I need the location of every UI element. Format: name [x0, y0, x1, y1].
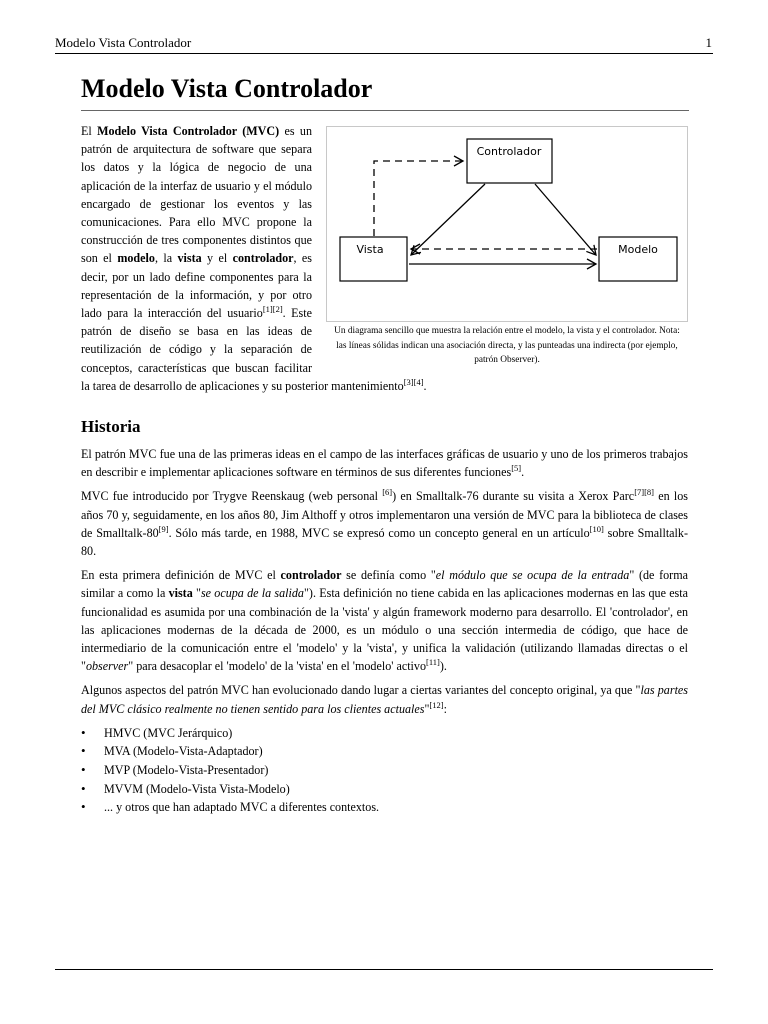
article-title: Modelo Vista Controlador — [81, 74, 373, 103]
list-item: • ... y otros que han adaptado MVC a diferentes contextos. — [81, 798, 688, 817]
list-item: • HMVC (MVC Jerárquico) — [81, 724, 688, 743]
article-body — [81, 122, 688, 817]
page-header — [55, 34, 713, 52]
intro-paragraph: El Modelo Vista Controlador (MVC) es un patrón de arquitectura de software que separa los datos y la lógica de negocio de una aplicación de la interfaz de usuario y el módulo encargado de gestionar los eventos y las comunicaciones. Para ello MVC propone la construcción de tres componentes distintos que son el modelo, la vista y el controlador, es decir, por un lado define componentes para la representación de la información, y por otro lado para la interacción del usuario[1][2]. Este patrón de diseño se basa en las ideas de reutilización de código y la separación de conceptos, características que buscan facilitar la tarea de desarrollo de aplicaciones y su posterior mantenimiento[3][4]. — [81, 124, 427, 393]
figure-frame — [326, 126, 688, 322]
controller-label: Controlador — [476, 145, 542, 158]
footer-divider — [55, 969, 713, 970]
figure-caption: Un diagrama sencillo que muestra la relación entre el modelo, la vista y el controlador. Nota: las líneas sólidas indican una asociación directa, y las punteadas una indirecta (por ejemplo, patrón Observer). — [334, 326, 680, 366]
view-to-controller-dashed-arrow — [374, 161, 463, 236]
historia-paragraph-2: MVC fue introducido por Trygve Reenskaug (web personal [6]) en Smalltalk-76 durante su visita a Xerox Parc[7][8] en los años 70 y, seguidamente, en los años 80, Jim Althoff y otros implementaron una versión de MVC para la biblioteca de clases de Smalltalk-80[9]. Sólo más tarde, en 1988, MVC se expresó como un concepto general en un artículo[10] sobre Smalltalk-80. — [81, 487, 689, 559]
model-label: Modelo — [618, 243, 658, 256]
citation-link[interactable]: [6] — [382, 487, 393, 498]
mvc-variants-list — [81, 724, 688, 817]
mvc-diagram — [327, 131, 687, 319]
citation-link[interactable]: [12] — [429, 699, 444, 710]
list-item: • MVVM (Modelo-Vista Vista-Modelo) — [81, 780, 688, 799]
running-title: Modelo Vista Controlador — [55, 35, 192, 50]
list-item: • MVP (Modelo-Vista-Presentador) — [81, 761, 688, 780]
citation-link[interactable]: [5] — [511, 463, 522, 474]
citation-link[interactable]: [11] — [426, 657, 440, 668]
page-number: 1 — [705, 35, 712, 50]
citation-link[interactable]: [1][2] — [262, 304, 283, 315]
citation-link[interactable]: [9] — [158, 523, 169, 534]
historia-paragraph-4: Algunos aspectos del patrón MVC han evolucionado dando lugar a ciertas variantes del concepto original, ya que "las partes del MVC clásico realmente no tienen sentido para los clientes actuales"[12]: — [81, 683, 688, 716]
header-divider — [55, 53, 713, 54]
list-item: • MVA (Modelo-Vista-Adaptador) — [81, 742, 688, 761]
citation-link[interactable]: [10] — [589, 523, 604, 534]
view-label: Vista — [356, 243, 384, 256]
mvc-figure — [326, 126, 688, 368]
historia-paragraph-1: El patrón MVC fue una de las primeras ideas en el campo de las interfaces gráficas de usuario y uno de los primeros trabajos en describir e implementar aplicaciones software en términos de sus diferentes funciones[5]. — [81, 447, 688, 480]
section-heading-historia: Historia — [81, 417, 141, 437]
citation-link[interactable]: [7][8] — [634, 487, 655, 498]
controller-to-model-arrow — [535, 184, 596, 255]
citation-link[interactable]: [3][4] — [403, 376, 424, 387]
controller-to-view-arrow — [411, 184, 485, 255]
title-divider — [81, 110, 689, 111]
historia-paragraph-3: En esta primera definición de MVC el controlador se definía como "el módulo que se ocupa de la entrada" (de forma similar a como la vista "se ocupa de la salida"). Esta definición no tiene cabida en las aplicaciones modernas en las que esta funcionalidad es asumida por una combinación de la 'vista' y algún framework moderno para desarrollo. El 'controlador', en las aplicaciones modernas de la década de 2000, es un módulo o una sección intermedia de código, que hace de intermediario de la comunicación entre el 'modelo' y la 'vista', y unifica la validación (utilizando llamadas directas o el "observer" para desacoplar el 'modelo' de la 'vista' en el 'modelo' activo[11]). — [81, 568, 688, 674]
